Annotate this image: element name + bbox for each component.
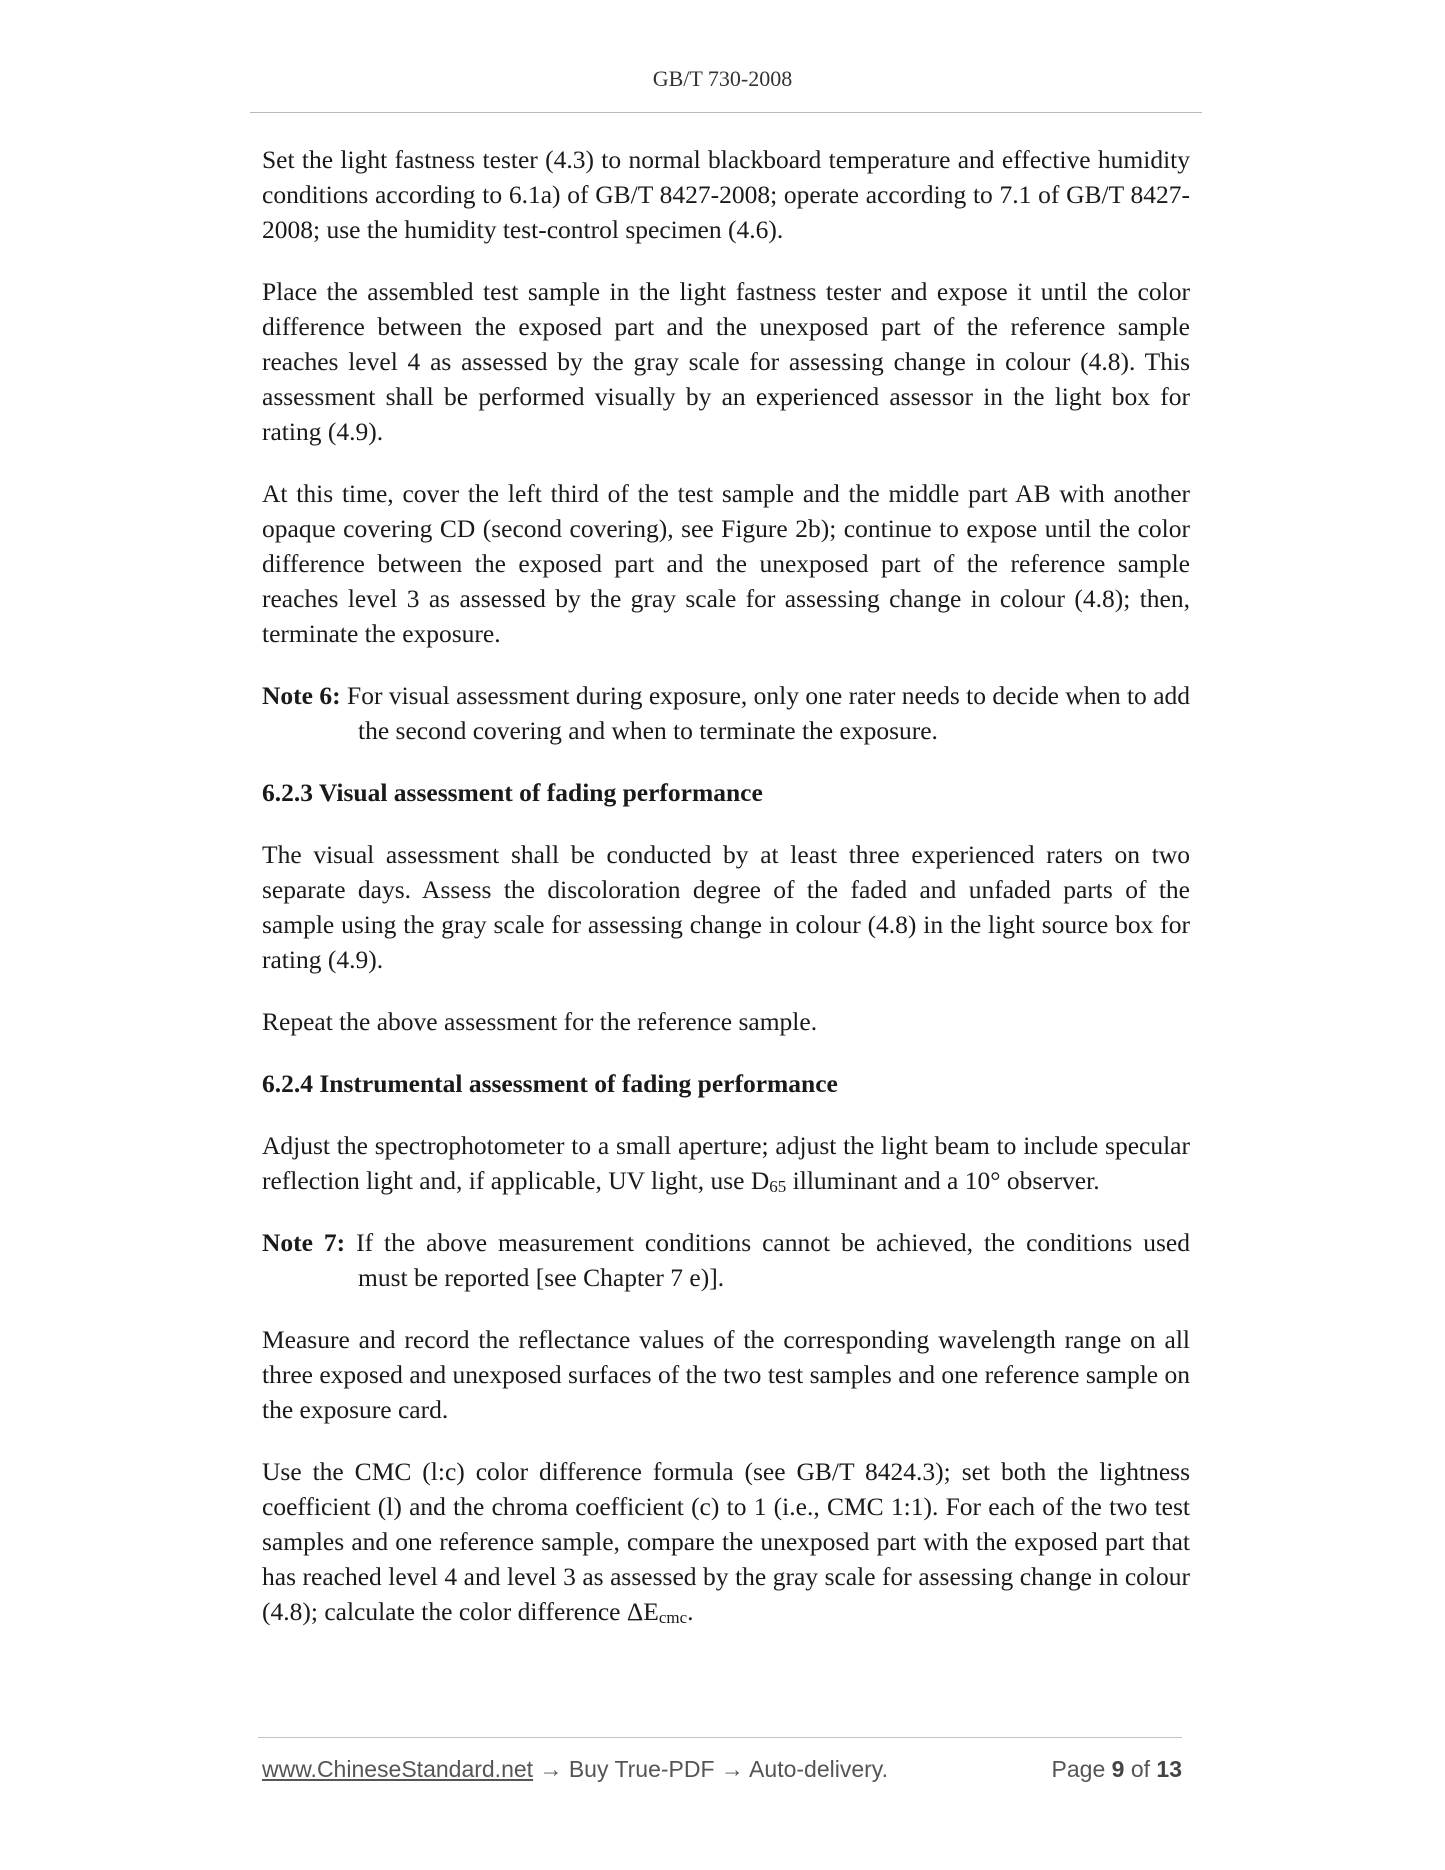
running-header: GB/T 730-2008 — [652, 66, 793, 91]
page-of: of — [1130, 1756, 1151, 1782]
header-divider — [250, 112, 1202, 113]
paragraph-first-exposure: Place the assembled test sample in the light fastness tester and expose it until the color difference between the exposed part and the unexposed part of the reference sample reaches level 4 as assessed by the gray scale for assessing change in colour (4.8). This assessment shall be performed visually by an experienced assessor in the light box for rating (4.9). — [262, 277, 1190, 446]
document-body — [262, 142, 1190, 1656]
note-6-text: For visual assessment during exposure, only one rater needs to decide when to add the second covering and when to terminate the exposure. — [347, 681, 1191, 745]
page-footer — [262, 1756, 1182, 1786]
paragraph-spectrophotometer-part-a: Adjust the spectrophotometer to a small aperture; adjust the light beam to include specular reflection light and, if applicable, UV light, use D — [262, 1131, 1190, 1195]
note-7 — [262, 1225, 1190, 1295]
heading-6-2-4: 6.2.4 Instrumental assessment of fading performance — [262, 1069, 838, 1098]
paragraph-spectrophotometer-part-b: illuminant and a 10° observer. — [786, 1166, 1100, 1195]
page-word: Page — [1051, 1756, 1106, 1782]
paragraph-second-covering: At this time, cover the left third of the test sample and the middle part AB with another opaque covering CD (second covering), see Figure 2b); continue to expose until the color difference between the exposed part and the unexposed part of the reference sample reaches level 3 as assessed by the gray scale for assessing change in colour (4.8); then, terminate the exposure. — [262, 479, 1190, 648]
footer-tagline: → Buy True-PDF → Auto-delivery. — [533, 1756, 888, 1782]
paragraph-repeat-assessment: Repeat the above assessment for the reference sample. — [262, 1007, 818, 1036]
page-current: 9 — [1111, 1756, 1125, 1782]
illuminant-subscript: 65 — [769, 1177, 787, 1196]
page-total: 13 — [1156, 1756, 1182, 1782]
note-7-label: Note 7: — [262, 1228, 346, 1257]
footer-divider — [258, 1737, 1182, 1738]
paragraph-reflectance: Measure and record the reflectance values of the corresponding wavelength range on all three exposed and unexposed surfaces of the two test samples and one reference sample on the exposure card. — [262, 1325, 1190, 1424]
paragraph-cmc-part-a: Use the CMC (l:c) color difference formula (see GB/T 8424.3); set both the lightness coefficient (l) and the chroma coefficient (c) to 1 (i.e., CMC 1:1). For each of the two test samples and one reference sample, compare the unexposed part with the exposed part that has reached level 4 and level 3 as assessed by the gray scale for assessing change in colour (4.8); calculate the color difference ΔE — [262, 1457, 1190, 1626]
page-number — [1052, 1756, 1182, 1783]
paragraph-tester-settings: Set the light fastness tester (4.3) to normal blackboard temperature and effective humidity conditions according to 6.1a) of GB/T 8427-2008; operate according to 7.1 of GB/T 8427-2008; use the humidity test-control specimen (4.6). — [262, 145, 1190, 244]
site-link[interactable]: www.ChineseStandard.net — [262, 1756, 534, 1782]
note-6-label: Note 6: — [262, 681, 341, 710]
footer-promo — [262, 1756, 888, 1783]
cmc-subscript: cmc — [658, 1608, 688, 1627]
note-7-text: If the above measurement conditions cannot be achieved, the conditions used must be reported [see Chapter 7 e)]. — [356, 1228, 1191, 1292]
paragraph-cmc-formula — [262, 1454, 1190, 1629]
paragraph-visual-assessment: The visual assessment shall be conducted by at least three experienced raters on two separate days. Assess the discoloration degree of the faded and unfaded parts of the sample using the gray scale for assessing change in colour (4.8) in the light source box for rating (4.9). — [262, 840, 1190, 974]
note-6 — [262, 678, 1190, 748]
paragraph-cmc-part-b: . — [687, 1597, 694, 1626]
heading-6-2-3: 6.2.3 Visual assessment of fading performance — [262, 778, 763, 807]
paragraph-spectrophotometer — [262, 1128, 1190, 1198]
